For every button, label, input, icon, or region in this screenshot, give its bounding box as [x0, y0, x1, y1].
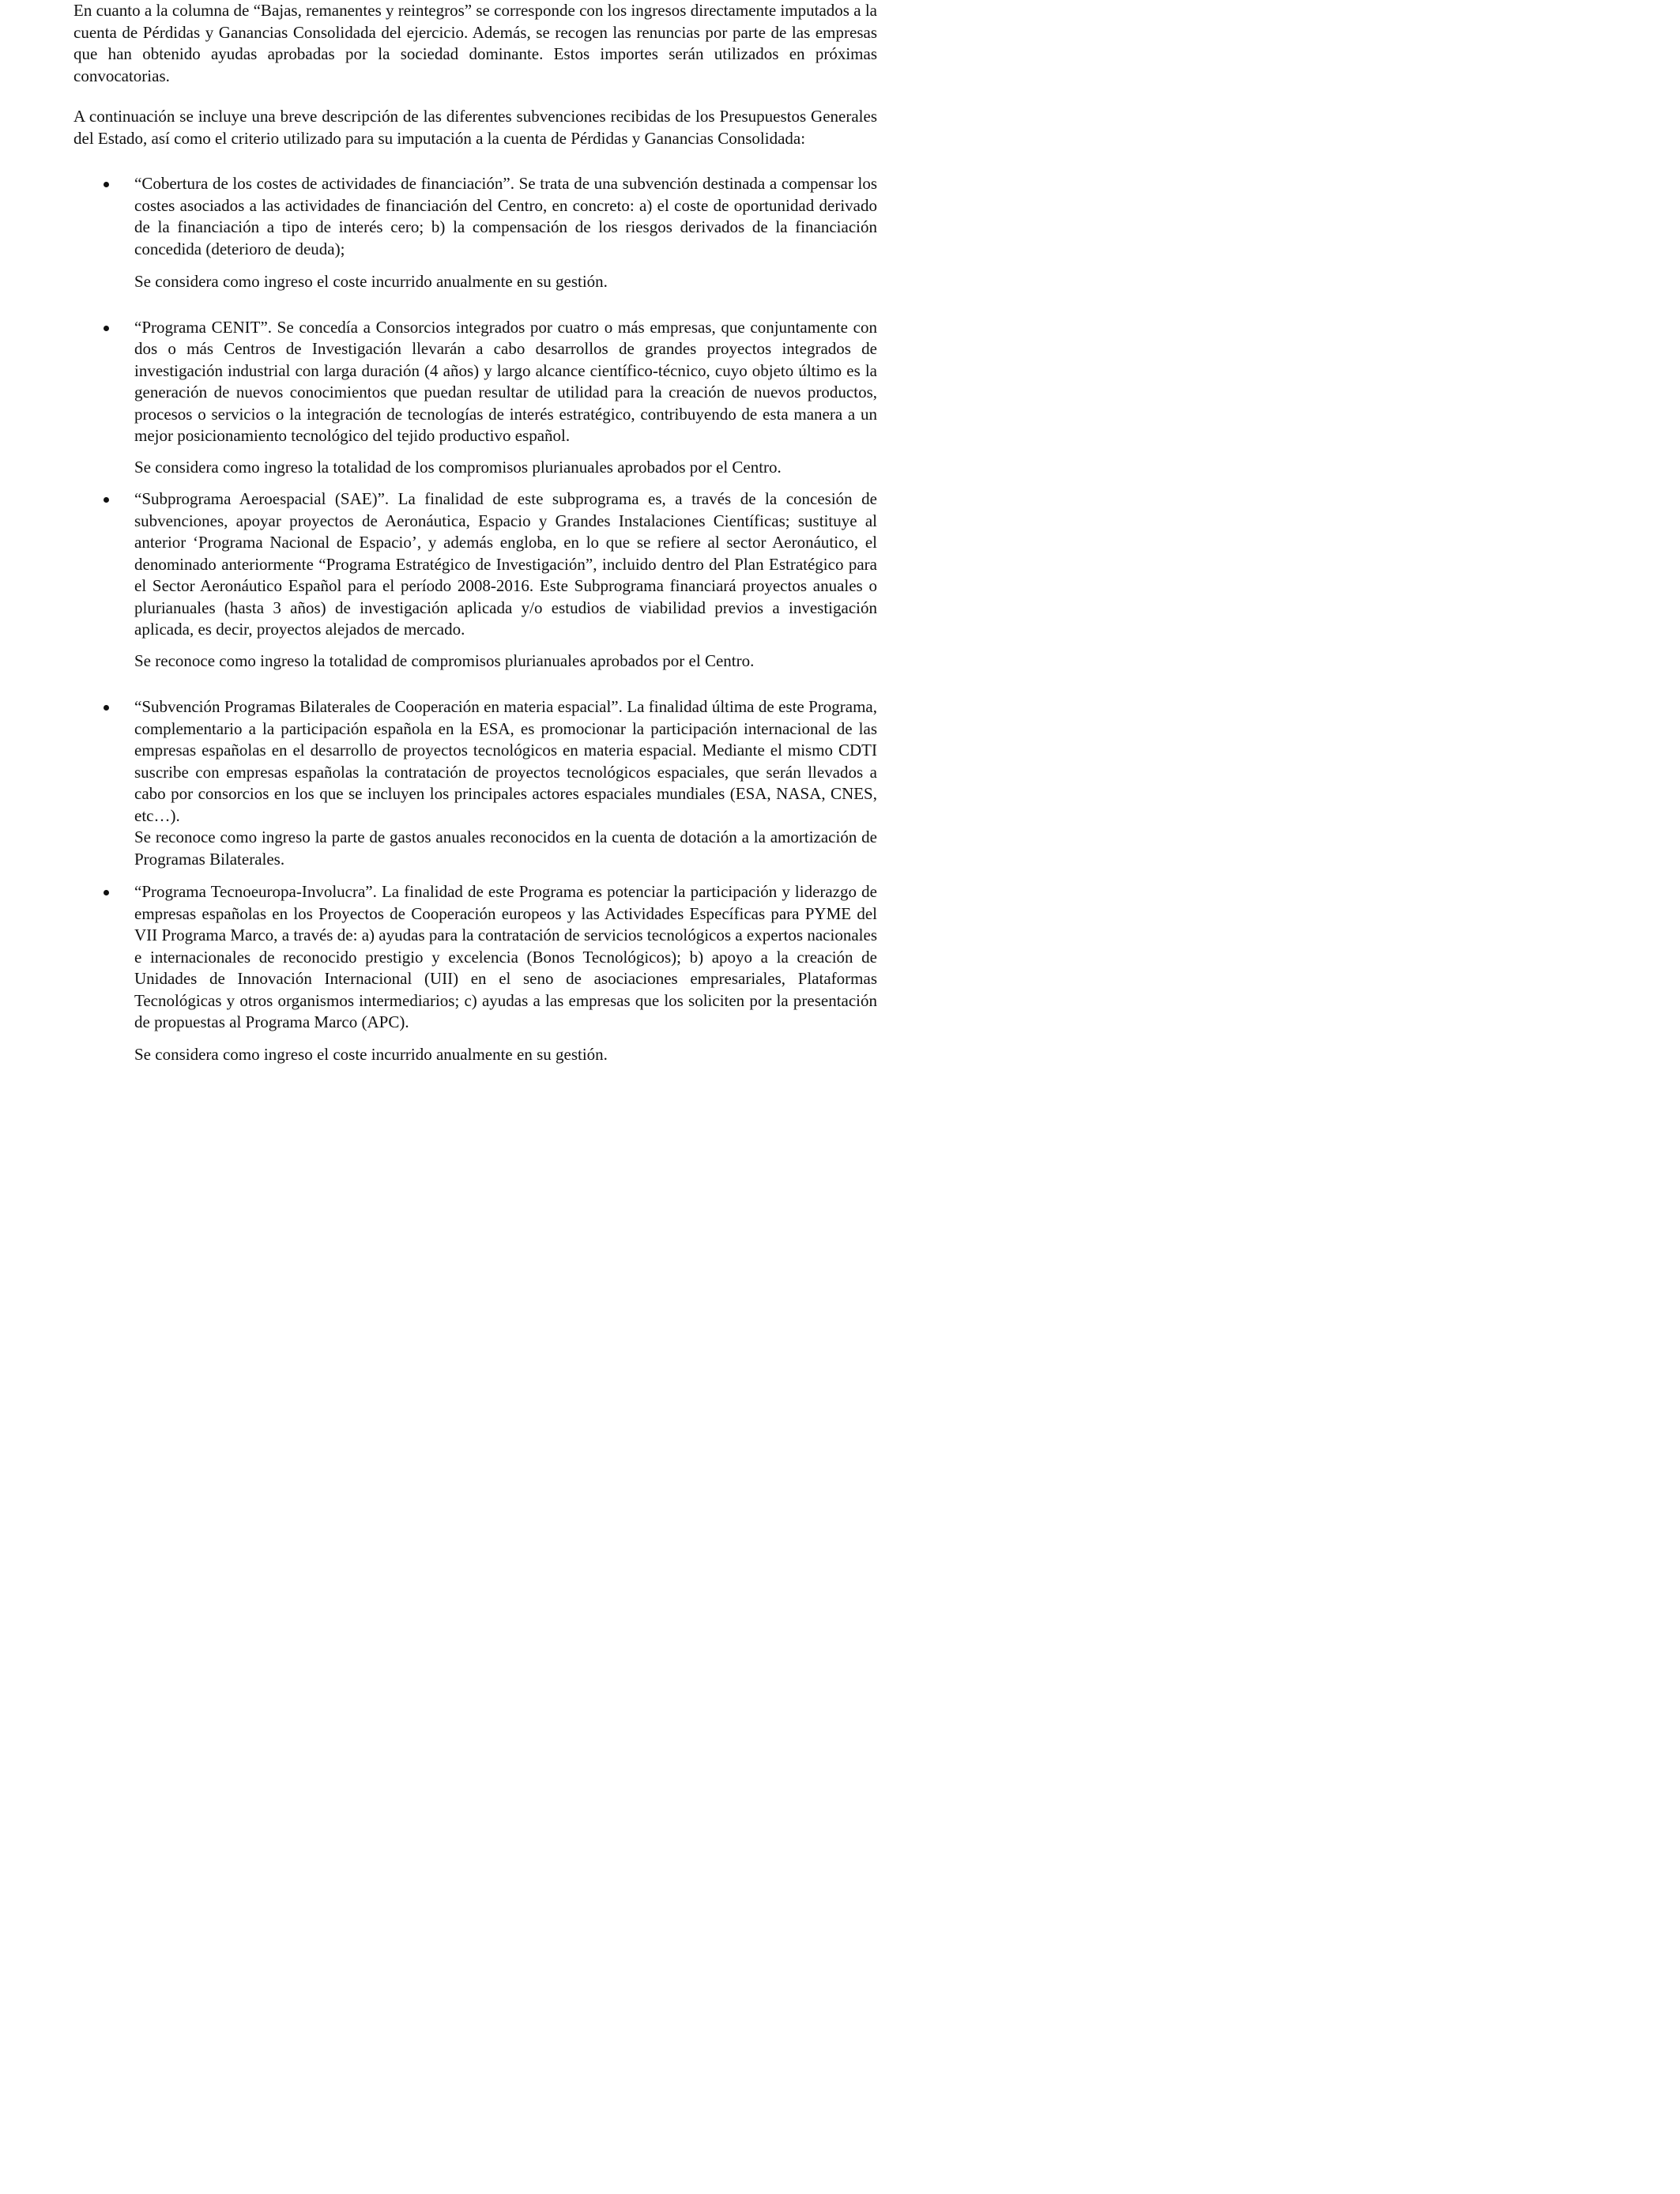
bullet-icon	[104, 705, 109, 711]
intro-paragraph-subvenciones: A continuación se incluye una breve descripción de las diferentes subvenciones recibidas de los Presupuestos Generales del Estado, así como el criterio utilizado para su imputación a la cuenta de Pérdidas y Ganancias Consolidada:	[73, 107, 877, 148]
list-item-subprograma-aeroespacial	[73, 488, 877, 672]
list-item-description: “Subvención Programas Bilaterales de Cooperación en materia espacial”. La finalidad última de este Programa, complementario a la participación española en la ESA, es promocionar la participación internacional de las empresas españolas en el desarrollo de proyectos tecnológicos en materia espacial. Mediante el mismo CDTI suscribe con empresas españolas la contratación de proyectos tecnológicos espaciales, que serán llevados a cabo por consorcios en los que se incluyen los principales actores espaciales mundiales (ESA, NASA, CNES, etc…).	[134, 697, 877, 825]
list-item-programa-cenit	[73, 317, 877, 479]
list-item-criterion: Se reconoce como ingreso la parte de gastos anuales reconocidos en la cuenta de dotación a la amortización de Programas Bilaterales.	[134, 827, 877, 869]
intro-paragraph-bajas: En cuanto a la columna de “Bajas, remanentes y reintegros” se corresponde con los ingresos directamente imputados a la cuenta de Pérdidas y Ganancias Consolidada del ejercicio. Además, se recogen las renuncias por parte de las empresas que han obtenido ayudas aprobadas por la sociedad dominante. Estos importes serán utilizados en próximas convocatorias.	[73, 1, 877, 85]
list-item-description: “Programa Tecnoeuropa-Involucra”. La finalidad de este Programa es potenciar la participación y liderazgo de empresas españolas en los Proyectos de Cooperación europeos y las Actividades Específicas para PYME del VII Programa Marco, a través de: a) ayudas para la contratación de servicios tecnológicos a expertos nacionales e internacionales de reconocido prestigio y excelencia (Bonos Tecnológicos); b) apoyo a la creación de Unidades de Innovación Internacional (UII) en el seno de asociaciones empresariales, Plataformas Tecnológicas y otros organismos intermediarios; c) ayudas a las empresas que los soliciten por la presentación de propuestas al Programa Marco (APC).	[134, 882, 877, 1031]
list-item-criterion: Se considera como ingreso la totalidad de los compromisos plurianuales aprobados por el Centro.	[134, 457, 782, 477]
bullet-icon	[104, 890, 109, 895]
list-item-description: “Programa CENIT”. Se concedía a Consorcios integrados por cuatro o más empresas, que conjuntamente con dos o más Centros de Investigación llevarán a cabo desarrollos de grandes proyectos integrados de investigación industrial con larga duración (4 años) y largo alcance científico-técnico, cuyo objeto último es la generación de nuevos conocimientos que puedan resultar de utilidad para la creación de nuevos productos, procesos o servicios o la integración de tecnologías de interés estratégico, contribuyendo de esta manera a un mejor posicionamiento tecnológico del tejido productivo español.	[134, 317, 877, 445]
list-item-cobertura-costes	[73, 173, 877, 293]
list-item-description: “Subprograma Aeroespacial (SAE)”. La finalidad de este subprograma es, a través de la concesión de subvenciones, apoyar proyectos de Aeronáutica, Espacio y Grandes Instalaciones Científicas; sustituye al anterior ‘Programa Nacional de Espacio’, y además engloba, en lo que se refiere al sector Aeronáutico, el denominado anteriormente “Programa Estratégico de Investigación”, incluido dentro del Plan Estratégico para el Sector Aeronáutico Español para el período 2008-2016. Este Subprograma financiará proyectos anuales o plurianuales (hasta 3 años) de investigación aplicada y/o estudios de viabilidad previos a investigación aplicada, es decir, proyectos alejados de mercado.	[134, 489, 877, 639]
list-item-programas-bilaterales	[73, 696, 877, 870]
subvenciones-list	[73, 173, 877, 1065]
list-item-criterion: Se considera como ingreso el coste incurrido anualmente en su gestión.	[134, 272, 608, 291]
bullet-icon	[104, 326, 109, 331]
list-item-tecnoeuropa-involucra	[73, 881, 877, 1065]
list-item-criterion: Se reconoce como ingreso la totalidad de compromisos plurianuales aprobados por el Centro.	[134, 650, 755, 670]
bullet-icon	[104, 182, 109, 187]
document-page	[73, 0, 877, 1065]
list-item-description: “Cobertura de los costes de actividades de financiación”. Se trata de una subvención destinada a compensar los costes asociados a las actividades de financiación del Centro, en concreto: a) el coste de oportunidad derivado de la financiación a tipo de interés cero; b) la compensación de los riesgos derivados de la financiación concedida (deterioro de deuda);	[134, 174, 877, 258]
bullet-icon	[104, 497, 109, 503]
list-item-criterion: Se considera como ingreso el coste incurrido anualmente en su gestión.	[134, 1044, 608, 1064]
